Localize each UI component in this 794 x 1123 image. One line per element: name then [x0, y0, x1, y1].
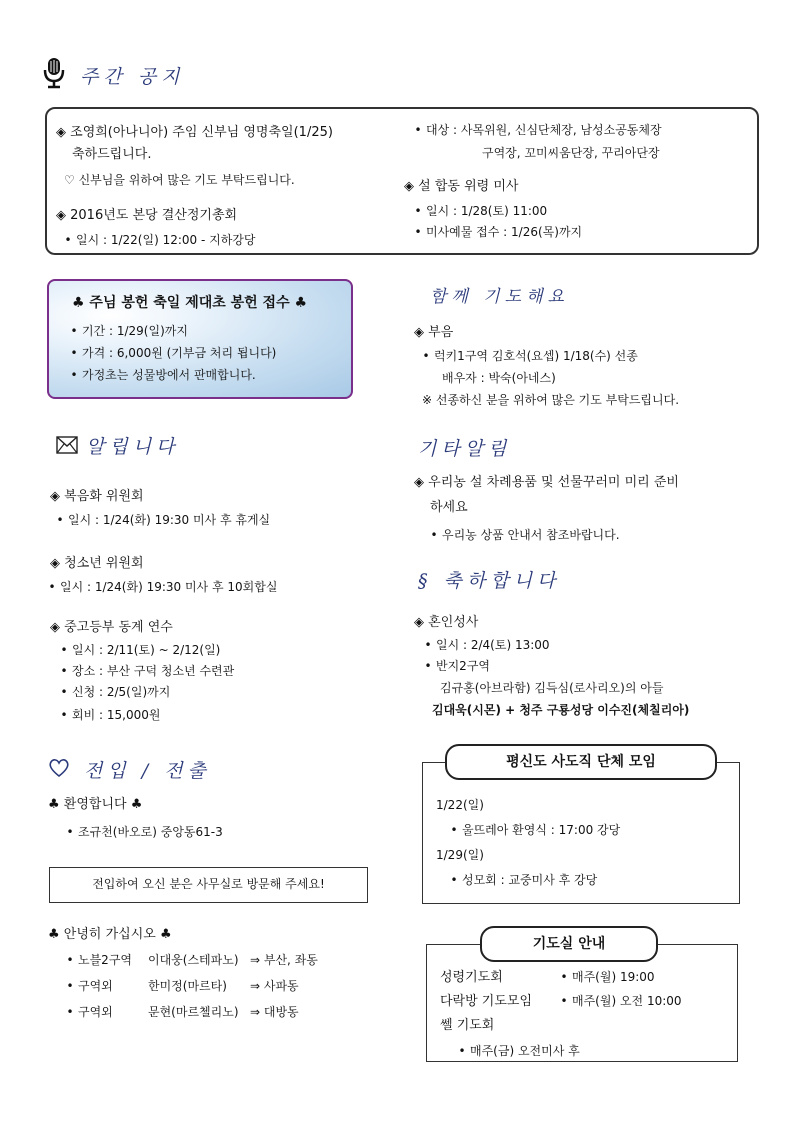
candle-offering-price: • 가격 : 6,000원 (기부금 처리 됩니다): [70, 346, 277, 360]
wedding-area: • 반지2구역: [424, 659, 491, 673]
winter-camp-place: • 장소 : 부산 구덕 청소년 수련관: [60, 664, 235, 678]
feast-heading: ◈ 조영희(아나니아) 주임 신부님 영명축일(1/25): [56, 125, 333, 140]
lay-event-2: • 성모회 : 교중미사 후 강당: [450, 873, 598, 887]
memorial-mass-offering: • 미사예물 접수 : 1/26(목)까지: [414, 225, 583, 239]
winter-camp-heading: ◈ 중고등부 동계 연수: [50, 620, 173, 635]
assembly-target-line-2: 구역장, 꼬미씨움단장, 꾸리아단장: [482, 146, 660, 160]
candle-offering-heading: ♣ 주님 봉헌 축일 제대초 봉헌 접수 ♣: [72, 295, 308, 311]
lay-date-1: 1/22(일): [436, 798, 484, 812]
welcome-heading: ♣ 환영합니다 ♣: [48, 797, 143, 812]
notices-title: 알립니다: [86, 436, 180, 458]
memorial-mass-time: • 일시 : 1/28(토) 11:00: [414, 204, 548, 218]
youth-committee-heading: ◈ 청소년 위원회: [50, 556, 144, 571]
cell-prayer-name: 쎌 기도회: [440, 1018, 495, 1033]
lay-event-1: • 울뜨레아 환영식 : 17:00 강당: [450, 823, 621, 837]
obituary-line: • 럭키1구역 김호석(요셉) 1/18(수) 선종: [422, 349, 638, 363]
wedding-heading: ◈ 혼인성사: [414, 615, 479, 630]
lay-apostolate-title: 평신도 사도직 단체 모임: [445, 744, 717, 780]
farewell-row: • 노블2구역 이대웅(스테파노) ⇒ 부산, 좌동: [66, 953, 318, 967]
wedding-parents: 김규홍(아브라함) 김득심(로사리오)의 아들: [440, 681, 664, 695]
obituary-heading: ◈ 부음: [414, 325, 454, 340]
obituary-spouse: 배우자 : 박숙(아네스): [442, 371, 556, 385]
farewell-row: • 구역외 한미정(마르타) ⇒ 사파동: [66, 979, 299, 993]
wedding-date: • 일시 : 2/4(토) 13:00: [424, 638, 550, 652]
prayer-title: 함께 기도해요: [430, 287, 569, 307]
feast-prayer-line: ♡ 신부님을 위하여 많은 기도 부탁드립니다.: [64, 173, 295, 187]
move-in-notice-text: 전입하여 오신 분은 사무실로 방문해 주세요!: [92, 877, 325, 891]
assembly-line: • 일시 : 1/22(일) 12:00 - 지하강당: [64, 233, 256, 247]
welcome-line: • 조규천(바오로) 중앙동61-3: [66, 825, 223, 839]
cell-prayer-time: • 매주(금) 오전미사 후: [458, 1044, 580, 1058]
feast-heading-cont: 축하드립니다.: [72, 147, 152, 162]
lay-date-2: 1/29(일): [436, 848, 484, 862]
winter-camp-date: • 일시 : 2/11(토) ~ 2/12(일): [60, 643, 221, 657]
gospel-committee-heading: ◈ 복음화 위원회: [50, 489, 144, 504]
wedding-couple: 김대욱(시몬) + 청주 구룡성당 이수진(체칠리아): [432, 703, 690, 717]
prayer-room-title: 기도실 안내: [480, 926, 658, 962]
gospel-committee-line: • 일시 : 1/24(화) 19:30 미사 후 휴게실: [56, 513, 271, 527]
youth-committee-line: • 일시 : 1/24(화) 19:30 미사 후 10회합실: [48, 580, 278, 594]
woorinong-heading-cont: 하세요: [430, 500, 468, 515]
heart-icon: [48, 758, 70, 778]
farewell-heading: ♣ 안녕히 가십시오 ♣: [48, 927, 172, 942]
congrats-title: § 축하합니다: [418, 570, 561, 592]
woorinong-heading: ◈ 우리농 설 차례용품 및 선물꾸러미 미리 준비: [414, 475, 679, 490]
weekly-notice-title: 주간 공지: [80, 66, 185, 88]
candle-offering-period: • 기간 : 1/29(일)까지: [70, 324, 188, 338]
moves-title: 전입 / 전출: [84, 760, 211, 782]
assembly-heading: ◈ 2016년도 본당 결산정기총회: [56, 208, 238, 223]
memorial-mass-heading: ◈ 설 합동 위령 미사: [404, 179, 519, 194]
prayer-group-row: 성령기도회 • 매주(월) 19:00: [440, 970, 655, 985]
farewell-row: • 구역외 문현(마르첼리노) ⇒ 대방동: [66, 1005, 299, 1019]
candle-offering-sale: • 가정초는 성물방에서 판매합니다.: [70, 368, 256, 382]
obituary-prayer-note: ※ 선종하신 분을 위하여 많은 기도 부탁드립니다.: [422, 393, 680, 407]
assembly-target-line: • 대상 : 사목위원, 신심단체장, 남성소공동체장: [414, 123, 662, 137]
other-notices-title: 기타알림: [418, 438, 512, 460]
woorinong-line: • 우리농 상품 안내서 참조바랍니다.: [430, 528, 620, 542]
winter-camp-apply: • 신청 : 2/5(일)까지: [60, 685, 171, 699]
envelope-icon: [56, 436, 78, 454]
prayer-group-row: 다락방 기도모임 • 매주(월) 오전 10:00: [440, 994, 682, 1009]
microphone-icon: [42, 57, 66, 89]
winter-camp-fee: • 회비 : 15,000원: [60, 708, 161, 722]
